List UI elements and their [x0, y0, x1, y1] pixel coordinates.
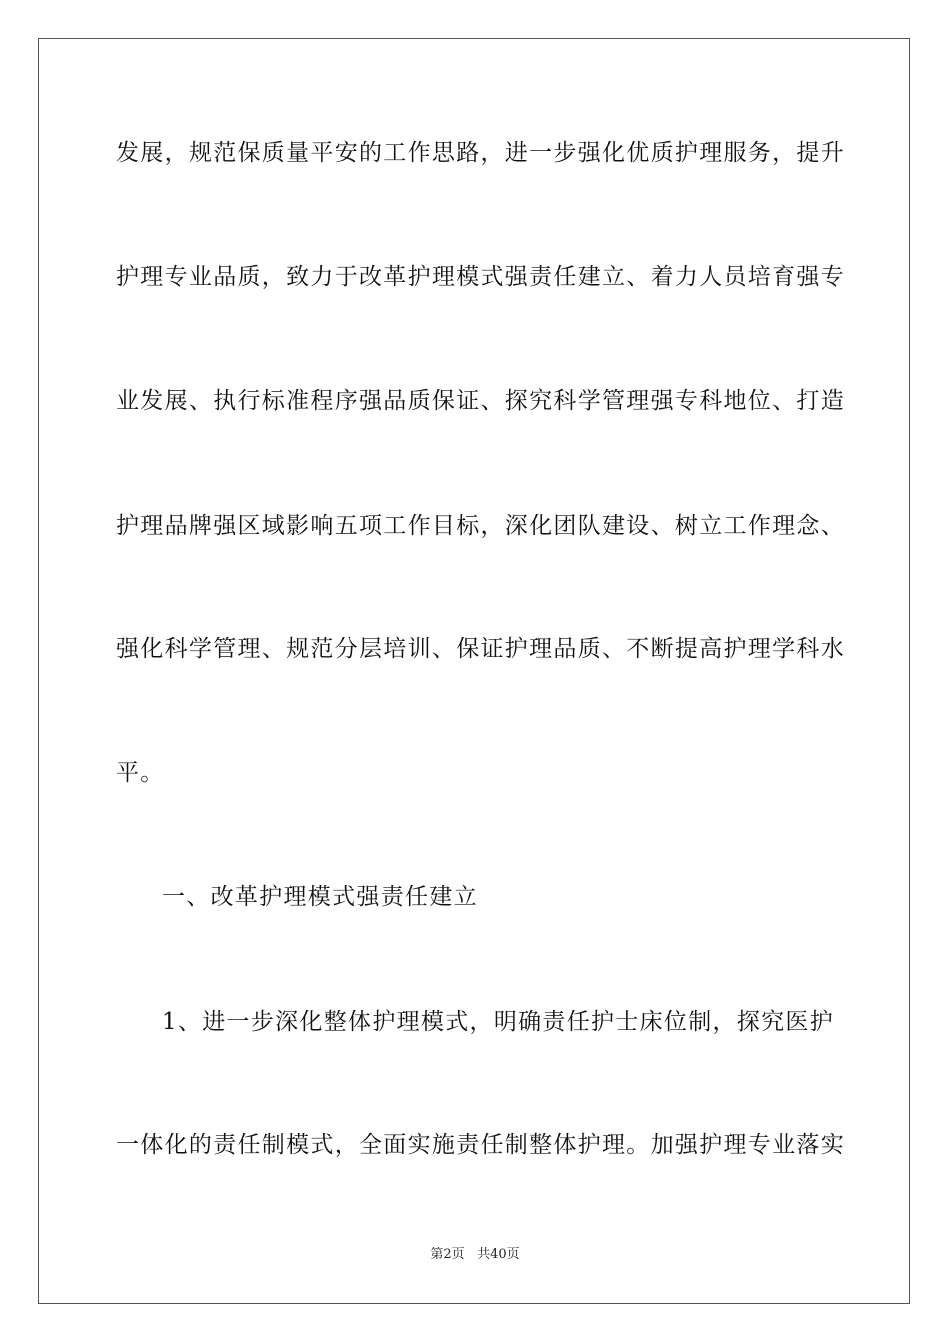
text-line: 护理专业品质，致力于改革护理模式强责任建立、着力人员培育强专 [116, 264, 845, 290]
page-border [38, 38, 910, 1304]
page-footer [0, 1246, 950, 1264]
text-line: 发展，规范保质量平安的工作思路，进一步强化优质护理服务，提升 [116, 140, 845, 166]
page-total: 共40页 [477, 1247, 520, 1262]
section-heading: 一、改革护理模式强责任建立 [162, 884, 478, 910]
text-line: 业发展、执行标准程序强品质保证、探究科学管理强专科地位、打造 [116, 388, 845, 414]
page-number: 第2页 [430, 1247, 465, 1262]
text-line: 护理品牌强区域影响五项工作目标，深化团队建设、树立工作理念、 [116, 513, 845, 539]
text-line: 一体化的责任制模式，全面实施责任制整体护理。加强护理专业落实 [116, 1132, 845, 1158]
text-line: 平。 [116, 760, 165, 786]
text-line: 1、进一步深化整体护理模式，明确责任护士床位制，探究医护 [162, 1009, 835, 1035]
text-line: 强化科学管理、规范分层培训、保证护理品质、不断提高护理学科水 [116, 636, 845, 662]
